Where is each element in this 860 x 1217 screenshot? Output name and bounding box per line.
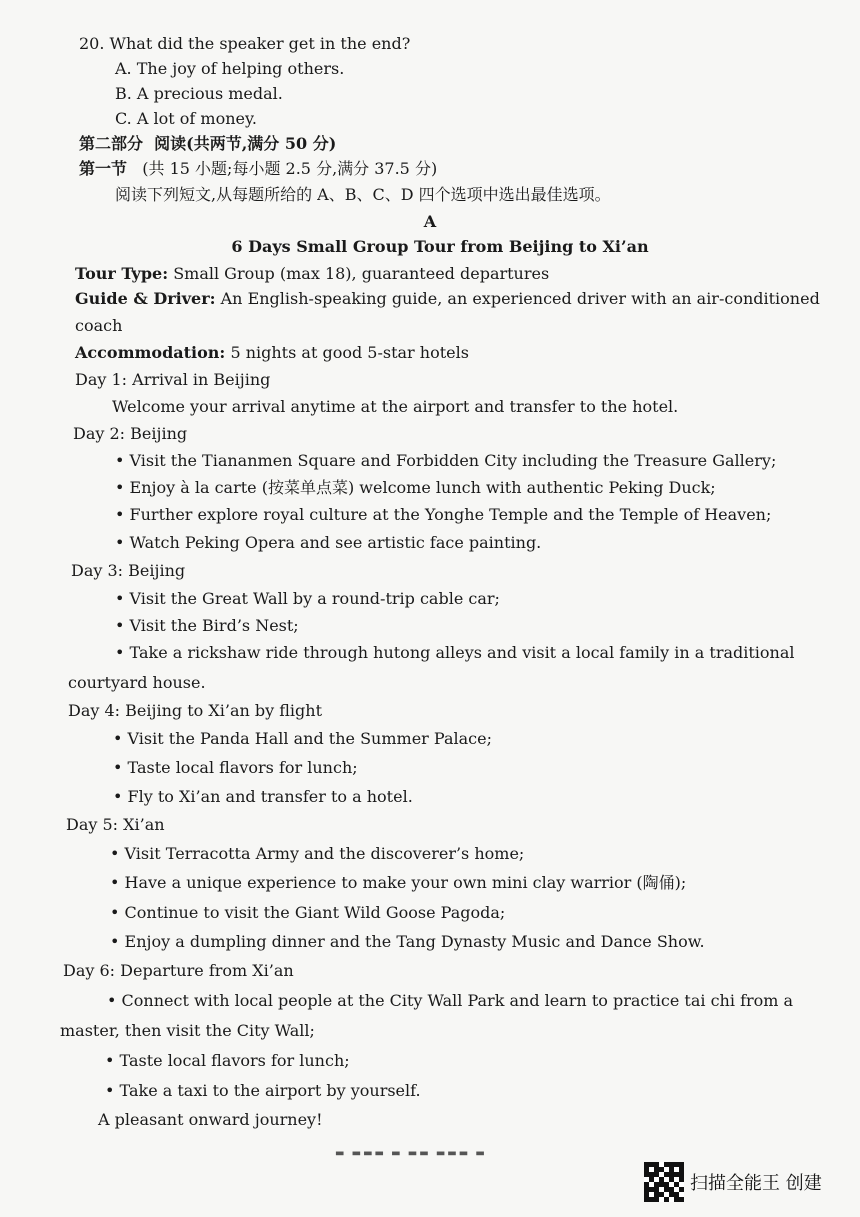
- day-5-item: • Have a unique experience to make your own mini clay warrior (陶俑);: [110, 873, 687, 892]
- section-heading: [79, 159, 437, 179]
- day-6-item-cont: master, then visit the City Wall;: [60, 1021, 315, 1040]
- day-6-item: • Taste local flavors for lunch;: [105, 1051, 350, 1070]
- passage-title: 6 Days Small Group Tour from Beijing to Xi’an: [231, 237, 649, 256]
- day-5-item: • Enjoy a dumpling dinner and the Tang Dynasty Music and Dance Show.: [110, 932, 705, 951]
- day-6-item: • Take a taxi to the airport by yourself.: [105, 1081, 421, 1100]
- day-5-item: • Continue to visit the Giant Wild Goose Pagoda;: [110, 903, 506, 922]
- day-4-item: • Taste local flavors for lunch;: [113, 758, 358, 777]
- day-3-item-cont: courtyard house.: [68, 673, 206, 692]
- guide-value: An English-speaking guide, an experienced driver with an air-conditioned: [220, 289, 820, 308]
- day-2-item: • Watch Peking Opera and see artistic face painting.: [115, 533, 542, 552]
- day-2-item: • Visit the Tiananmen Square and Forbidden City including the Treasure Gallery;: [115, 451, 777, 470]
- qr-code-icon: [644, 1162, 684, 1202]
- part-heading: [79, 134, 336, 154]
- question-20: 20. What did the speaker get in the end?: [79, 34, 411, 53]
- day-4-item: • Visit the Panda Hall and the Summer Palace;: [113, 729, 492, 748]
- guide-driver: [75, 289, 820, 309]
- section-heading-label: 第一节: [79, 159, 128, 178]
- day-2-item: • Enjoy à la carte (按菜单点菜) welcome lunch with authentic Peking Duck;: [115, 478, 716, 497]
- day-3-heading: Day 3: Beijing: [71, 561, 186, 580]
- day-6-item: • Connect with local people at the City Wall Park and learn to practice tai chi from a: [107, 991, 794, 1010]
- part-heading-label: 第二部分: [79, 134, 144, 153]
- day-1-heading: Day 1: Arrival in Beijing: [75, 370, 271, 389]
- watermark-text: 扫描全能王 创建: [690, 1173, 822, 1194]
- day-3-item: • Visit the Great Wall by a round-trip cable car;: [115, 589, 500, 608]
- guide-label: Guide & Driver:: [75, 289, 216, 308]
- day-2-item: • Further explore royal culture at the Yonghe Temple and the Temple of Heaven;: [115, 505, 772, 524]
- option-a: A. The joy of helping others.: [115, 59, 345, 78]
- instruction: 阅读下列短文,从每题所给的 A、B、C、D 四个选项中选出最佳选项。: [115, 185, 611, 204]
- day-6-heading: Day 6: Departure from Xi’an: [63, 961, 294, 980]
- accommodation-value: 5 nights at good 5-star hotels: [230, 343, 469, 362]
- day-2-heading: Day 2: Beijing: [73, 424, 188, 443]
- day-3-item: • Visit the Bird’s Nest;: [115, 616, 299, 635]
- day-5-item: • Visit Terracotta Army and the discoverer’s home;: [110, 844, 525, 863]
- page-footer-smudge: ▬ ▬▬▬ ▬ ▬▬ ▬▬▬ ▬: [335, 1148, 487, 1156]
- tour-type: [75, 264, 549, 284]
- section-heading-text: (共 15 小题;每小题 2.5 分,满分 37.5 分): [142, 159, 438, 178]
- day-4-heading: Day 4: Beijing to Xi’an by flight: [68, 701, 323, 720]
- day-1-text: Welcome your arrival anytime at the airport and transfer to the hotel.: [112, 397, 679, 416]
- tour-type-value: Small Group (max 18), guaranteed departures: [173, 264, 550, 283]
- accommodation: [75, 343, 469, 363]
- option-b: B. A precious medal.: [115, 84, 283, 103]
- option-c: C. A lot of money.: [115, 109, 257, 128]
- closing-line: A pleasant onward journey!: [98, 1110, 323, 1129]
- part-heading-text: 阅读(共两节,满分 50 分): [154, 134, 337, 153]
- accommodation-label: Accommodation:: [75, 343, 226, 362]
- day-5-heading: Day 5: Xi’an: [66, 815, 165, 834]
- passage-letter: A: [423, 212, 437, 231]
- day-4-item: • Fly to Xi’an and transfer to a hotel.: [113, 787, 413, 806]
- day-3-item: • Take a rickshaw ride through hutong alleys and visit a local family in a traditional: [115, 643, 795, 662]
- tour-type-label: Tour Type:: [75, 264, 169, 283]
- scanner-watermark: [644, 1162, 822, 1202]
- guide-value-cont: coach: [75, 316, 123, 335]
